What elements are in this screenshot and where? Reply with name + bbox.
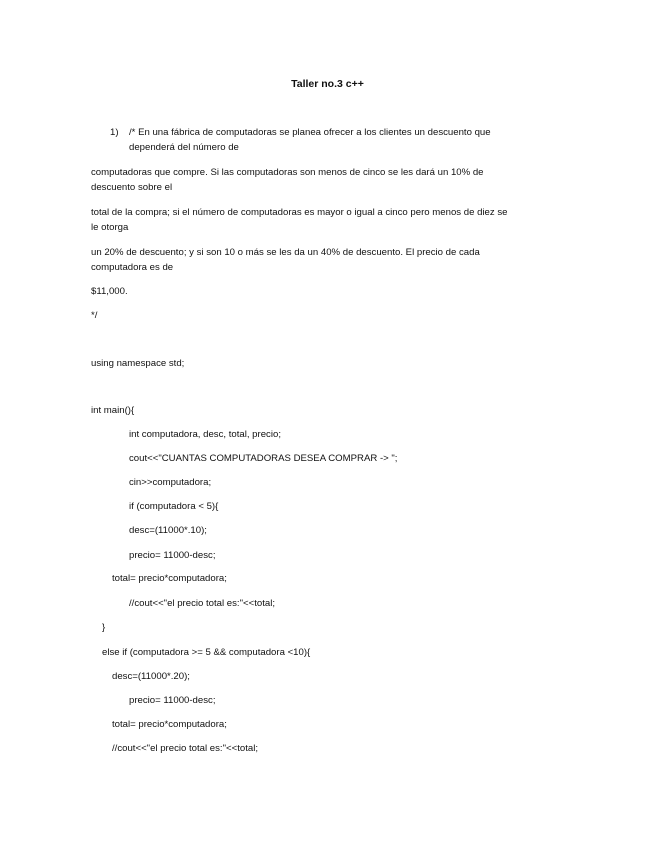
problem-text: $11,000. <box>91 286 128 297</box>
code-line: desc=(11000*.10); <box>129 525 207 536</box>
problem-text: /* En una fábrica de computadoras se planea ofrecer a los clientes un descuento que <box>129 127 491 138</box>
code-line: int main(){ <box>91 405 135 416</box>
problem-text: un 20% de descuento; y si son 10 o más se les da un 40% de descuento. El precio de cada <box>91 247 480 258</box>
problem-text: computadora es de <box>91 262 174 273</box>
problem-text: dependerá del número de <box>129 142 239 153</box>
code-line: precio= 11000-desc; <box>129 550 216 561</box>
problem-text: le otorga <box>91 222 129 233</box>
problem-text: descuento sobre el <box>91 182 173 193</box>
problem-text: total de la compra; si el número de computadoras es mayor o igual a cinco pero menos de diez se <box>91 207 508 218</box>
list-number: 1) <box>110 127 119 138</box>
code-line: precio= 11000-desc; <box>129 695 216 706</box>
code-line: //cout<<"el precio total es:"<<total; <box>112 743 259 754</box>
code-line: total= precio*computadora; <box>112 719 227 730</box>
code-line: //cout<<"el precio total es:"<<total; <box>129 598 276 609</box>
code-line: using namespace std; <box>91 358 185 369</box>
problem-text: computadoras que compre. Si las computadoras son menos de cinco se les dará un 10% de <box>91 167 484 178</box>
code-line: cout<<"CUANTAS COMPUTADORAS DESEA COMPRAR -> "; <box>129 453 398 464</box>
code-line: desc=(11000*.20); <box>112 671 190 682</box>
code-line: int computadora, desc, total, precio; <box>129 429 281 440</box>
code-line: total= precio*computadora; <box>112 573 227 584</box>
problem-text: */ <box>91 310 98 321</box>
code-line: else if (computadora >= 5 && computadora <10){ <box>102 647 311 658</box>
code-line: cin>>computadora; <box>129 477 212 488</box>
code-line: if (computadora < 5){ <box>129 501 219 512</box>
code-line: } <box>102 622 106 633</box>
document-title: Taller no.3 c++ <box>291 78 364 90</box>
